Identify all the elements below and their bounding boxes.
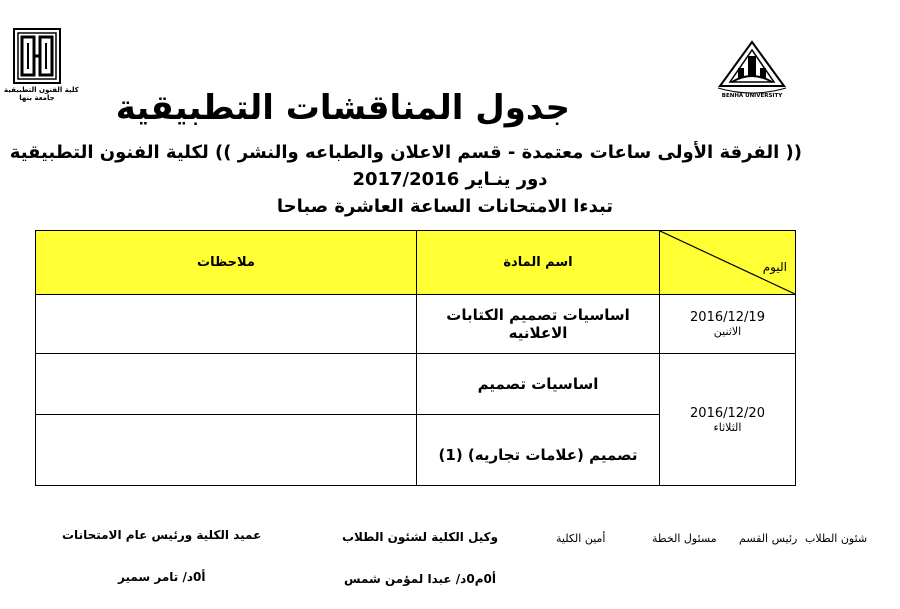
table-header-row <box>36 231 796 295</box>
row1-notes <box>36 295 417 354</box>
row2-day <box>660 354 796 486</box>
row2-subject-b: تصميم (علامات تجاريه) (1) <box>417 415 660 486</box>
row2-notes-a <box>36 354 417 415</box>
row2-weekday: الثلاثاء <box>713 420 742 434</box>
header-notes: ملاحظات <box>36 231 417 295</box>
sig-dean-title: عميد الكلية ورئيس عام الامتحانات <box>62 528 262 542</box>
row1-day <box>660 295 796 354</box>
table-row <box>36 354 796 415</box>
university-logo <box>712 40 792 100</box>
sig-vice-dean-name: أ0م0د/ عبدا لمؤمن شمس <box>344 572 496 586</box>
faculty-logo <box>4 28 79 102</box>
header-day-label: اليوم <box>762 260 787 274</box>
faculty-logo-line1: كلية الفنون التطبيقية <box>4 86 79 94</box>
table-row <box>36 295 796 354</box>
row1-weekday: الاثنين <box>713 325 742 338</box>
sig-plan-officer: مسئول الخطة <box>652 532 717 545</box>
sig-college-secretary: أمين الكلية <box>556 532 606 545</box>
page-title: جدول المناقشات التطبيقية <box>115 88 570 128</box>
row2-date: 2016/12/20 <box>690 405 765 421</box>
schedule-table <box>35 230 796 486</box>
subtitle-program: (( الفرقة الأولى ساعات معتمدة - قسم الاعلان والطباعه والنشر )) لكلية الفنون التطبيقية <box>9 142 802 163</box>
university-emblem-icon <box>712 40 792 100</box>
subtitle-start-time: تبدءا الامتحانات الساعة العاشرة صباحا <box>276 196 614 217</box>
faculty-emblem-icon <box>13 28 61 84</box>
sig-dean-name: أ0د/ تامر سمير <box>118 570 206 584</box>
subtitle-session: دور ينـاير 2017/2016 <box>352 169 548 190</box>
faculty-logo-line2: جامعة بنها <box>19 94 55 102</box>
university-logo-text: BENHA UNIVERSITY <box>721 93 783 99</box>
sig-vice-dean-title: وكيل الكلية لشئون الطلاب <box>342 530 499 544</box>
row2-notes-b <box>36 415 417 486</box>
header-day <box>660 231 796 295</box>
row1-subject: اساسيات تصميم الكتابات الاعلانيه <box>417 295 660 354</box>
header-subject: اسم المادة <box>417 231 660 295</box>
row2-subject-a: اساسيات تصميم <box>417 354 660 415</box>
sig-dept-head: رئيس القسم <box>739 532 798 545</box>
sig-student-affairs: شئون الطلاب <box>805 532 868 545</box>
row1-date: 2016/12/19 <box>690 310 765 325</box>
